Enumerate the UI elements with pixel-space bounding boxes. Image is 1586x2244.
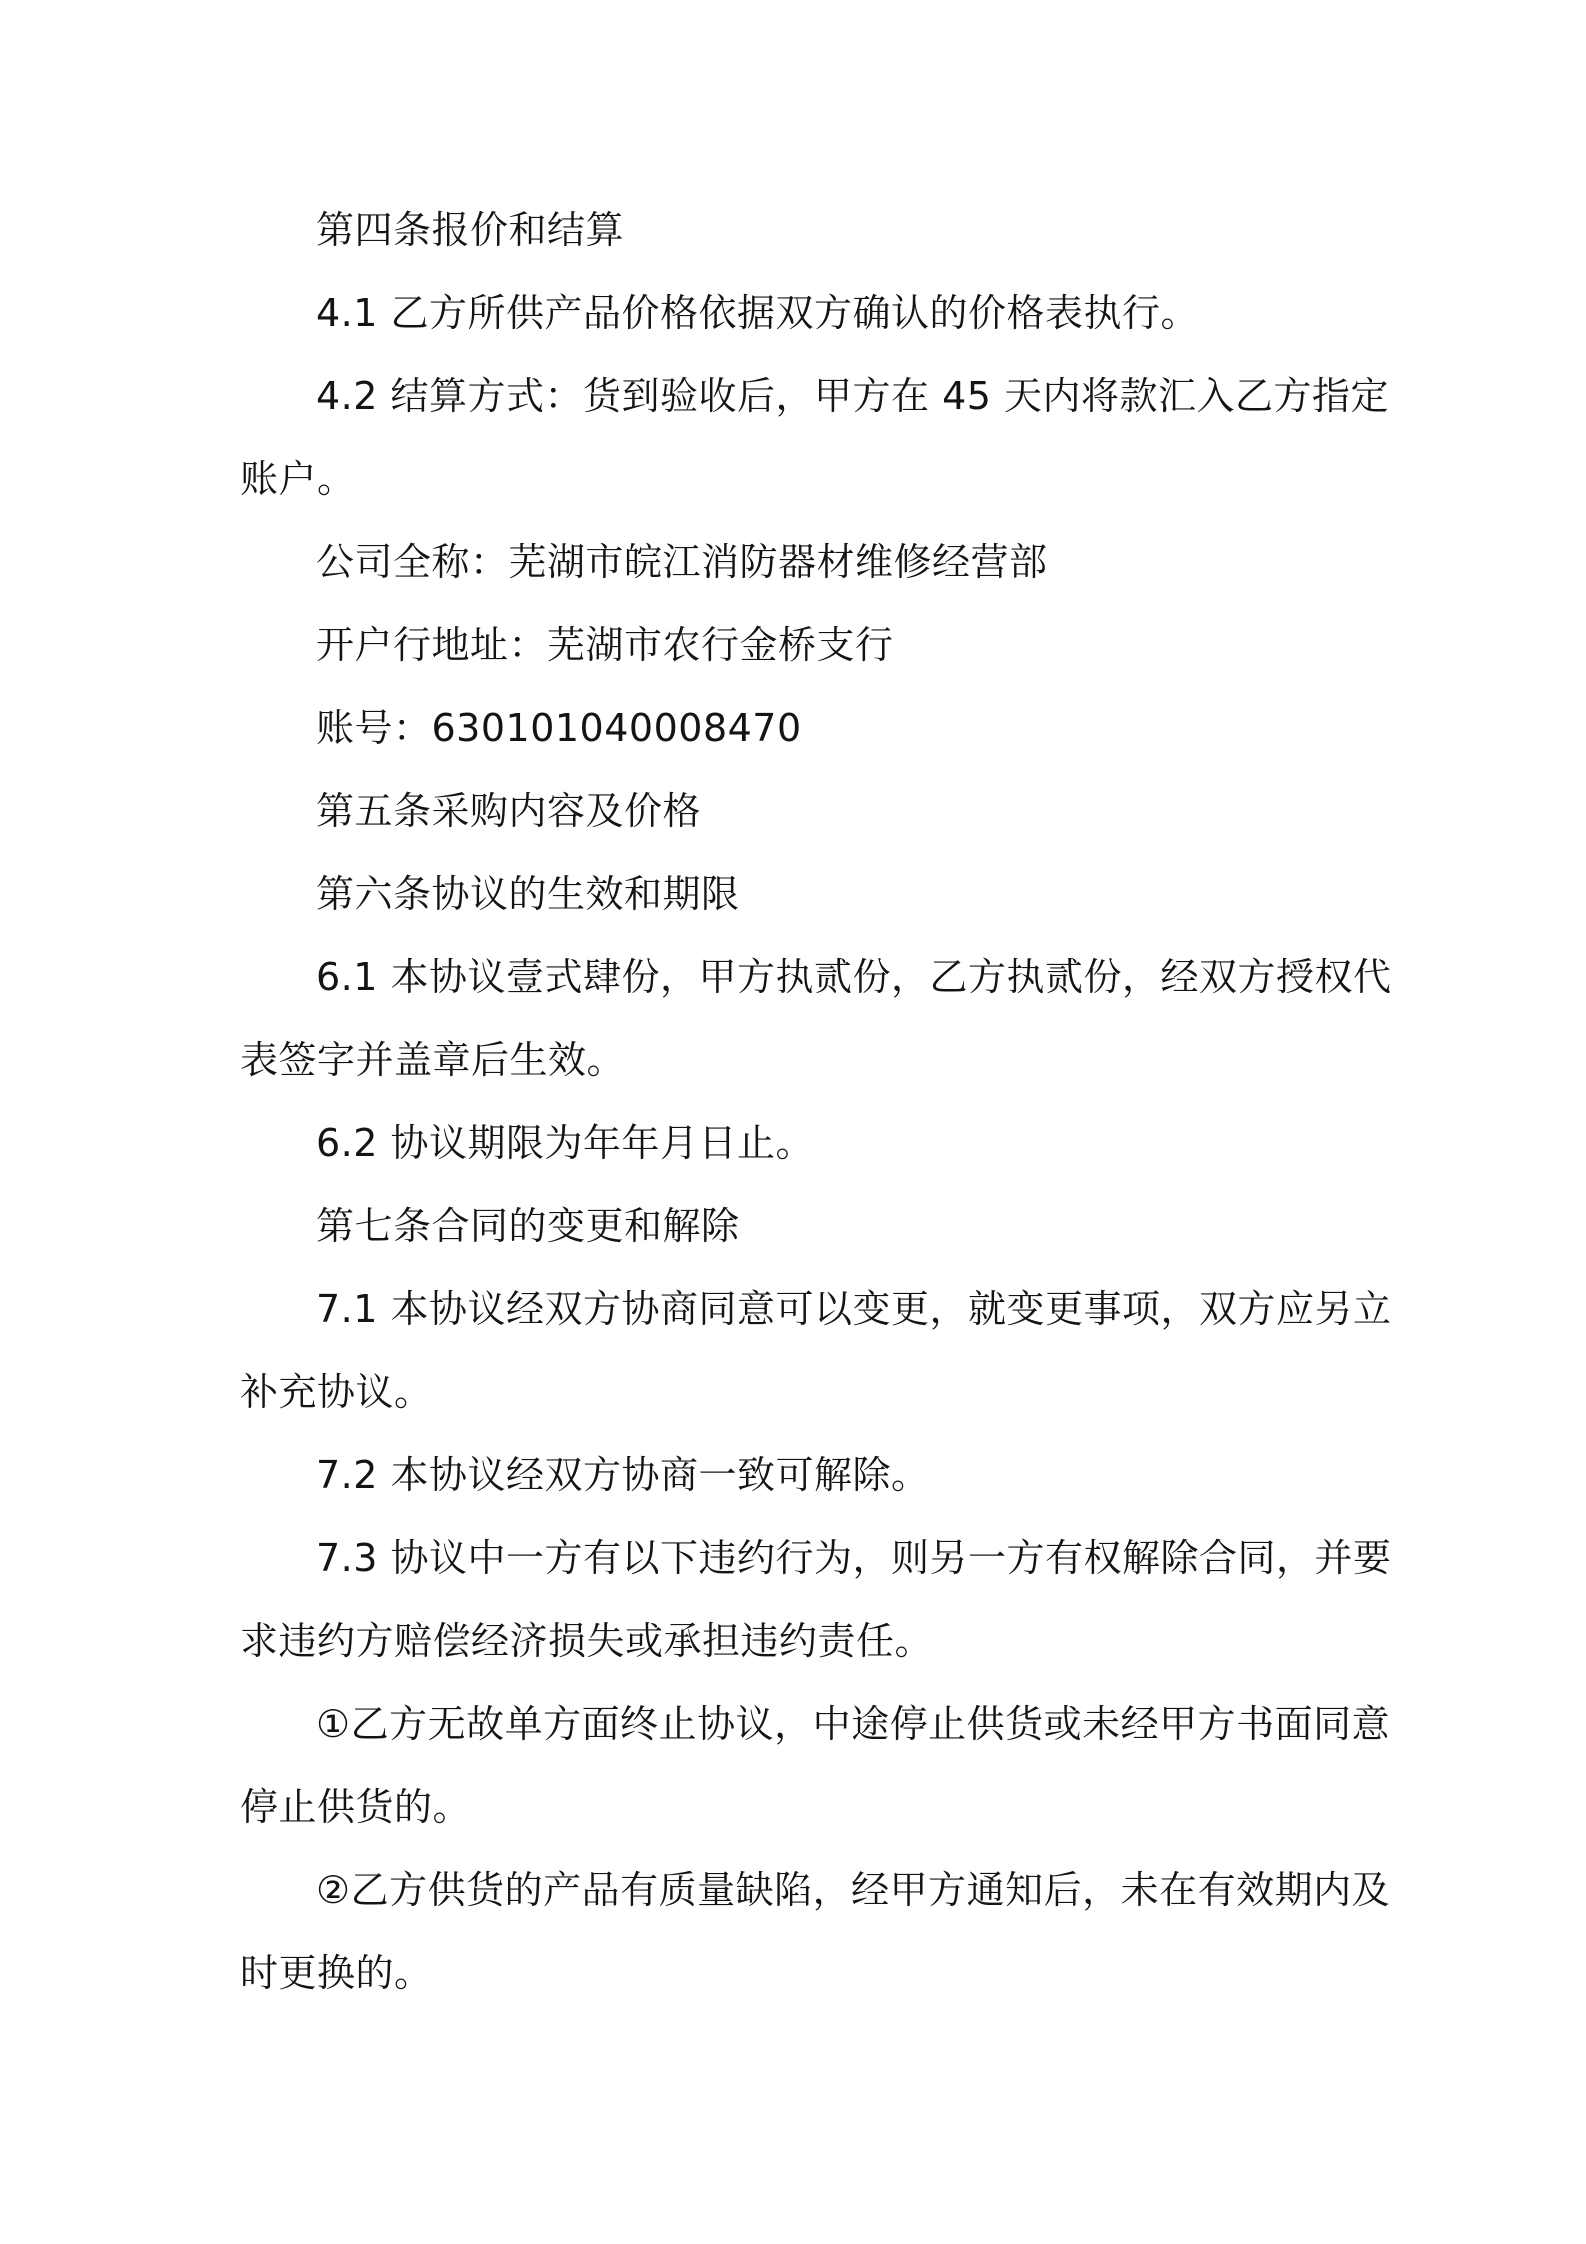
clause-7-1-line-1: 7.1 本协议经双方协商同意可以变更，就变更事项，双方应另立 [316,1287,1392,1331]
clause-6-1-line-2: 表签字并盖章后生效。 [240,1038,626,1082]
clause-4-2-line-1: 4.2 结算方式：货到验收后，甲方在 45 天内将款汇入乙方指定 [316,374,1390,418]
clause-7-1-line-2: 补充协议。 [240,1370,433,1414]
account-number-line: 账号：630101040008470 [316,706,802,750]
breach-item-1-line-2: 停止供货的。 [240,1785,472,1829]
breach-item-2-line-2: 时更换的。 [240,1951,433,1995]
clause-4-2-line-2: 账户。 [240,457,356,501]
clause-6-1-line-1: 6.1 本协议壹式肆份，甲方执贰份，乙方执贰份，经双方授权代 [316,955,1392,999]
bank-address-line: 开户行地址：芜湖市农行金桥支行 [316,623,894,667]
section-7-heading: 第七条合同的变更和解除 [316,1204,740,1248]
breach-item-1-line-1: ①乙方无故单方面终止协议，中途停止供货或未经甲方书面同意 [316,1702,1391,1746]
section-5-heading: 第五条采购内容及价格 [316,789,702,833]
section-6-heading: 第六条协议的生效和期限 [316,872,740,916]
clause-7-3-line-2: 求违约方赔偿经济损失或承担违约责任。 [240,1619,934,1663]
section-4-heading: 第四条报价和结算 [316,208,625,252]
clause-6-2: 6.2 协议期限为年年月日止。 [316,1121,815,1165]
breach-item-2-line-1: ②乙方供货的产品有质量缺陷，经甲方通知后，未在有效期内及 [316,1868,1391,1912]
clause-4-1: 4.1 乙方所供产品价格依据双方确认的价格表执行。 [316,291,1200,335]
company-name-line: 公司全称：芜湖市皖江消防器材维修经营部 [316,540,1048,584]
clause-7-3-line-1: 7.3 协议中一方有以下违约行为，则另一方有权解除合同，并要 [316,1536,1392,1580]
clause-7-2: 7.2 本协议经双方协商一致可解除。 [316,1453,930,1497]
